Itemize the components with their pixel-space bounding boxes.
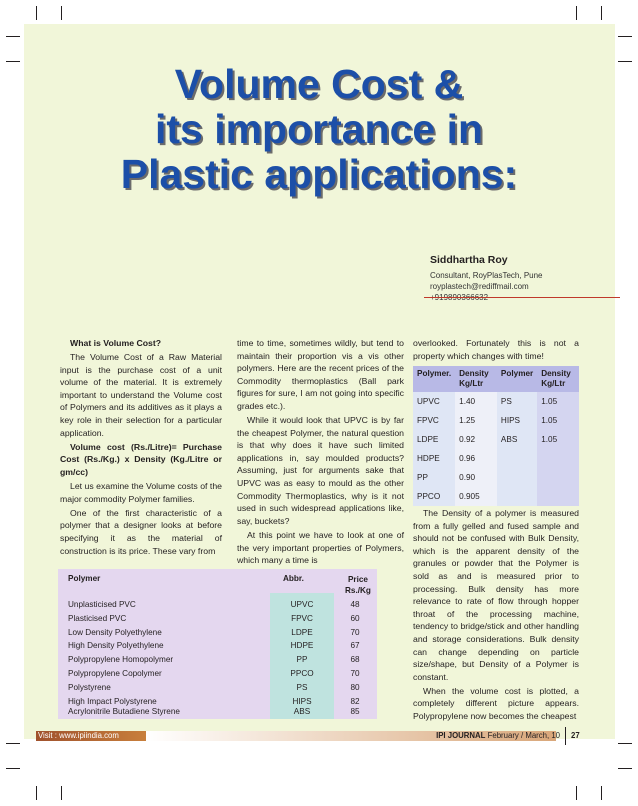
table-row [413, 392, 579, 411]
table-cell: PP [413, 468, 455, 487]
table-row [58, 681, 377, 695]
paragraph: At this point we have to look at one of the very important properties of Polymers, which many a time is [237, 529, 404, 566]
table-row [58, 626, 377, 640]
table-row [413, 468, 579, 487]
crop-mark [6, 768, 20, 769]
header-cell: Abbr. [283, 574, 304, 583]
table-cell: HIPS [497, 411, 537, 430]
paragraph: When the volume cost is plotted, a completely different picture appears. Polypropylene now becomes the cheapest [413, 685, 579, 721]
column-1 [60, 337, 222, 559]
table-cell: Polypropylene Copolymer [68, 669, 162, 678]
table-cell: 1.05 [537, 430, 579, 449]
table-cell: Plasticised PVC [68, 613, 127, 623]
crop-mark [36, 6, 37, 20]
crop-mark [61, 6, 62, 20]
table-cell: LDPE [413, 430, 455, 449]
header-cell: Polymer. [413, 366, 455, 392]
table-cell: PS [497, 392, 537, 411]
table-cell [497, 468, 537, 487]
table-cell: PS [296, 682, 308, 692]
crop-mark [576, 786, 577, 800]
author-email[interactable]: royplastech@rediffmail.com [430, 282, 529, 291]
table-row [413, 411, 579, 430]
table-cell: Polystyrene [68, 682, 111, 692]
table-cell: 48 [350, 600, 360, 609]
table-cell: 1.05 [537, 392, 579, 411]
article-title [0, 62, 638, 197]
table-row [58, 598, 377, 612]
header-cell: Density Kg/Ltr [455, 366, 497, 392]
crop-mark [618, 36, 632, 37]
price-table [58, 569, 377, 719]
header-cell: Polymer [497, 366, 537, 392]
title-line: its importance in [154, 106, 484, 152]
table-row [413, 430, 579, 449]
table-cell: 80 [350, 682, 360, 692]
table-cell: 85 [350, 707, 360, 716]
paragraph: While it would look that UPVC is by far the cheapest Polymer, the natural question is that why does it have such limited applications in, say moulded products? Assuming, just for arguments sake that UPVC was as easy to mould as the other Commodity Thermoplastics, why is it not used in such widespread applications like, say, buckets? [237, 415, 404, 526]
table-row [58, 612, 377, 626]
table-row [58, 653, 377, 667]
crop-mark [6, 36, 20, 37]
crop-mark [576, 6, 577, 20]
column-2 [237, 337, 404, 568]
table-cell: FPVC [291, 613, 313, 623]
table-row [58, 639, 377, 653]
title-line: Plastic applications: [120, 151, 518, 197]
table-cell: PPCO [413, 487, 455, 506]
paragraph: The Volume Cost of a Raw Material input is the purchase cost of a unit volume of the material. It is extremely important to understand the Volume cost of Polymers and its additives as it plays a key role in their selection for a particular application. [60, 352, 222, 438]
table-cell: FPVC [413, 411, 455, 430]
table-cell: Unplasticised PVC [68, 600, 136, 609]
page-number: 27 [571, 731, 580, 740]
footer-journal [420, 731, 560, 741]
paragraph: time to time, sometimes wildly, but tend to maintain their proportion vis a vis other polymers. Here are the recent prices of the Commodity thermoplastics (Ball park figures for sure, I am not going into specific grades etc.). [237, 338, 404, 411]
author-role: Consultant, RoyPlasTech, Pune [430, 271, 543, 280]
table-cell: UPVC [290, 600, 314, 609]
table-cell: 1.40 [455, 392, 497, 411]
table-cell: HDPE [290, 641, 314, 651]
column-3-top [413, 337, 579, 364]
author-block [430, 254, 620, 303]
table-cell: 1.05 [537, 411, 579, 430]
table-row [413, 487, 579, 506]
table-cell [497, 449, 537, 468]
paragraph: Let us examine the Volume costs of the major commodity Polymer families. [60, 481, 222, 504]
table-row [58, 667, 377, 681]
author-name: Siddhartha Roy [430, 254, 508, 266]
table-cell: High Impact Polystyrene [68, 696, 157, 706]
table-cell: Acrylonitrile Butadiene Styrene [68, 707, 180, 716]
table-cell: LDPE [291, 627, 313, 637]
table-cell: ABS [497, 430, 537, 449]
price-table-header [58, 569, 377, 593]
table-cell: 70 [350, 627, 360, 637]
table-cell: High Density Polyethylene [68, 641, 164, 651]
header-cell: Price Rs./Kg [345, 575, 371, 595]
paragraph: overlooked. Fortunately this is not a property which changes with time! [413, 338, 579, 361]
header-cell: Polymer [68, 574, 101, 583]
table-cell: PPCO [290, 669, 314, 678]
table-cell: UPVC [413, 392, 455, 411]
density-table-header [413, 366, 579, 392]
table-cell: Low Density Polyethylene [68, 627, 162, 637]
crop-mark [601, 6, 602, 20]
crop-mark [6, 743, 20, 744]
paragraph: One of the first characteristic of a polymer that a designer looks at before specifying it as the material of construction is its price. These vary from [60, 507, 222, 556]
table-cell [537, 468, 579, 487]
crop-mark [601, 786, 602, 800]
table-cell: 70 [350, 669, 360, 678]
author-divider [424, 297, 620, 298]
table-cell: 68 [350, 655, 360, 665]
table-cell: 0.90 [455, 468, 497, 487]
table-cell: ABS [293, 707, 311, 716]
table-cell: 82 [350, 696, 360, 706]
table-cell: 60 [350, 613, 360, 623]
journal-name: IPI JOURNAL [436, 731, 486, 740]
table-cell: 67 [350, 641, 360, 651]
paragraph: The Density of a polymer is measured from a fully gelled and fused sample and should not be confused with Bulk Density, which is the apparent density of the granules or powder that the Polymer is sold as and is measured prior to processing. Bulk density has more relevance to rate of flow through hopper throat of the processing machine, tendency to bridge/stick and other handling and storage considerations. Bulk density can change depending on particle size/shape, but Density of a Polymer is constant. [413, 508, 579, 682]
table-cell: HIPS [292, 696, 312, 706]
table-cell: PP [296, 655, 308, 665]
footer-website[interactable]: Visit : www.ipiindia.com [38, 731, 119, 740]
table-row [413, 449, 579, 468]
issue-date: February / March, 10 [487, 731, 560, 740]
table-cell [537, 487, 579, 506]
table-cell [537, 449, 579, 468]
crop-mark [618, 768, 632, 769]
table-cell: 0.905 [455, 487, 497, 506]
table-cell: HDPE [413, 449, 455, 468]
table-cell [497, 487, 537, 506]
footer-divider [565, 727, 566, 745]
density-table [413, 366, 579, 506]
table-cell: 0.92 [455, 430, 497, 449]
table-cell: Polypropylene Homopolymer [68, 655, 174, 665]
crop-mark [36, 786, 37, 800]
formula: Volume cost (Rs./Litre)= Purchase Cost (Rs./Kg.) x Density (Kg./Litre or gm/cc) [60, 441, 222, 477]
crop-mark [618, 743, 632, 744]
crop-mark [61, 786, 62, 800]
title-line: Volume Cost & [174, 61, 464, 107]
section-heading: What is Volume Cost? [70, 338, 162, 348]
table-cell: 1.25 [455, 411, 497, 430]
column-3-bottom [413, 507, 579, 724]
header-cell: Density Kg/Ltr [537, 366, 579, 392]
table-cell: 0.96 [455, 449, 497, 468]
table-row [58, 705, 377, 719]
